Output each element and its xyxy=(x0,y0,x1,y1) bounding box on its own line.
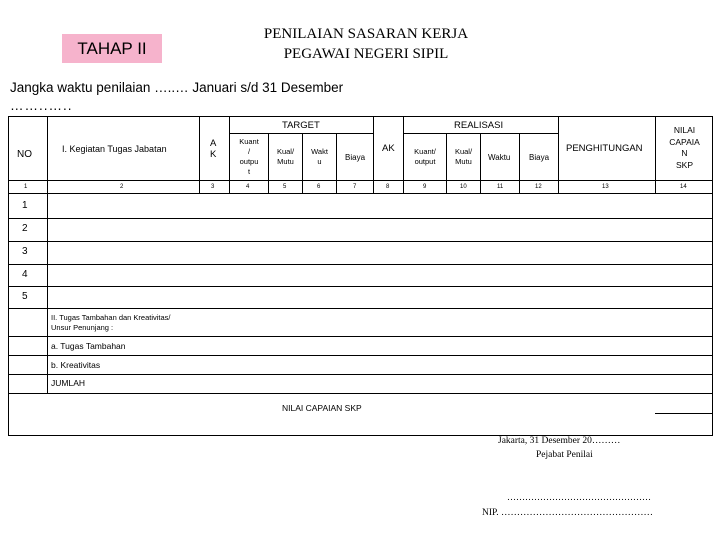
col-number: 12 xyxy=(535,184,542,190)
table-border-top xyxy=(8,116,713,117)
row-line xyxy=(8,336,713,337)
col-divider xyxy=(558,116,559,193)
row-line-right-segment xyxy=(655,413,712,414)
col-divider xyxy=(373,116,374,193)
col-number: 2 xyxy=(120,184,124,190)
header-ak-k: K xyxy=(210,149,217,160)
col-number: 14 xyxy=(680,184,687,190)
header-real-biaya: Biaya xyxy=(529,153,550,162)
col-divider xyxy=(336,133,337,193)
header-nilai-capaian: NILAI CAPAIA N SKP xyxy=(669,125,700,170)
row-number: 5 xyxy=(22,291,28,302)
col-number: 3 xyxy=(211,184,215,190)
header-target: TARGET xyxy=(282,120,320,131)
col-number: 7 xyxy=(353,184,357,190)
assessment-period-dots: ……..….. xyxy=(10,98,73,113)
col-number: 8 xyxy=(386,184,390,190)
header-target-waktu: Wakt u xyxy=(311,147,328,166)
row-line xyxy=(8,264,713,265)
row-line xyxy=(8,308,713,309)
number-row-bottom-line xyxy=(8,193,713,194)
col-number: 4 xyxy=(246,184,250,190)
row-line xyxy=(8,355,713,356)
col-divider xyxy=(199,116,200,193)
header-target-kual: Kual/ Mutu xyxy=(276,147,295,166)
col-number: 13 xyxy=(602,184,609,190)
col-number: 1 xyxy=(24,184,28,190)
header-target-biaya: Biaya xyxy=(345,153,366,162)
assessment-period: Jangka waktu penilaian …..… Januari s/d 31 Desember xyxy=(10,80,344,95)
header-ak-a: A xyxy=(210,138,217,149)
header-kegiatan: I. Kegiatan Tugas Jabatan xyxy=(62,144,167,154)
row-number: 4 xyxy=(22,269,28,280)
header-realisasi: REALISASI xyxy=(454,120,504,131)
col-number: 6 xyxy=(317,184,321,190)
row-line xyxy=(8,393,713,394)
nilai-capaian-skp-label: NILAI CAPAIAN SKP xyxy=(282,403,362,413)
kreativitas-row: b. Kreativitas xyxy=(51,360,101,370)
header-real-kual: Kual/ Mutu xyxy=(454,147,473,166)
col-number: 10 xyxy=(460,184,467,190)
title-line-2: PEGAWAI NEGERI SIPIL xyxy=(283,46,449,62)
signature-nip: NIP. ………………………………………… xyxy=(482,508,654,518)
signature-place-date: Jakarta, 31 Desember 20……… xyxy=(498,436,621,446)
col-number: 5 xyxy=(283,184,287,190)
header-real-kuant: Kuant/ output xyxy=(414,147,436,166)
row-number: 2 xyxy=(22,223,28,234)
tugas-tambahan-row: a. Tugas Tambahan xyxy=(51,341,126,351)
col-number: 9 xyxy=(423,184,427,190)
table-border-left xyxy=(8,116,9,435)
row-line xyxy=(8,218,713,219)
header-no: NO xyxy=(17,149,32,160)
row-line xyxy=(8,286,713,287)
target-underline xyxy=(229,133,373,134)
row-number: 1 xyxy=(22,200,28,211)
header-ak: AK xyxy=(382,143,395,154)
col-divider xyxy=(480,133,481,193)
header-target-kuant: Kuant / outpu t xyxy=(239,137,259,176)
row-number-divider xyxy=(47,193,48,393)
tugas-tambahan-heading: II. Tugas Tambahan dan Kreativitas/ Unsur Penunjang : xyxy=(51,313,171,332)
row-line xyxy=(8,374,713,375)
row-line xyxy=(8,241,713,242)
header-perhitungan: PENGHITUNGAN xyxy=(566,143,643,154)
header-real-waktu: Waktu xyxy=(488,153,511,162)
signature-line: ………………………………………… xyxy=(507,492,651,502)
col-divider xyxy=(519,133,520,193)
jumlah-row: JUMLAH xyxy=(51,378,86,388)
stage-badge: TAHAP II xyxy=(62,34,162,63)
row-number: 3 xyxy=(22,246,28,257)
col-divider xyxy=(47,116,48,193)
header-bottom-line xyxy=(8,180,713,181)
signature-role: Pejabat Penilai xyxy=(536,450,593,460)
col-number: 11 xyxy=(497,184,504,190)
title-line-1: PENILAIAN SASARAN KERJA xyxy=(263,26,469,42)
